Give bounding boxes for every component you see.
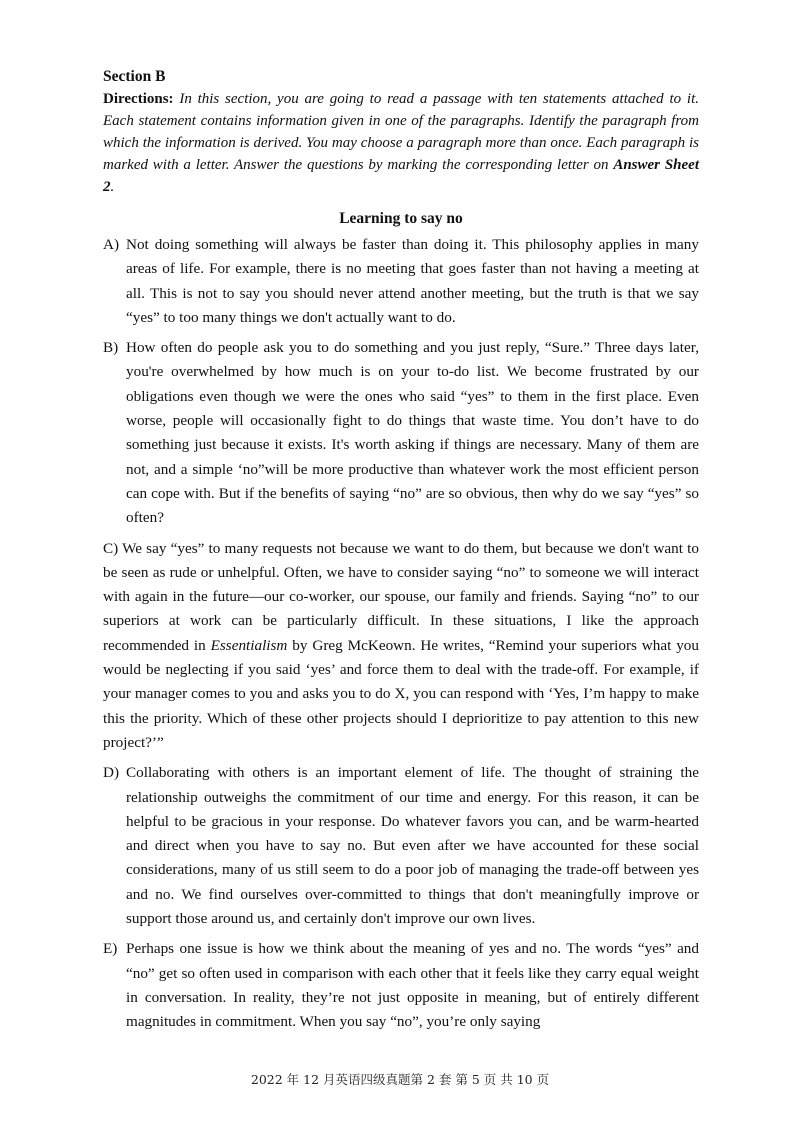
paragraph-text: We say “yes” to many requests not because we want to do them, but because we don't want to be seen as rude or unhelpful. Often, we have to consider saying “no” to someone we will interact with again in the future—our co-worker, our spouse, our family and friends. Saying “no” to our superiors at work can be particularly difficult. In these situations, I like the approach recommended in: [103, 539, 699, 654]
book-title: Essentialism: [210, 636, 288, 654]
passage-title: Learning to say no: [339, 210, 463, 227]
exam-page: [103, 66, 699, 1041]
paragraph-d: [103, 761, 699, 931]
paragraph-label: D): [103, 764, 120, 782]
paragraph-text: How often do people ask you to do something and you just reply, “Sure.” Three days later, you're overwhelmed by how much is on your to-do list. We become frustrated by our obligations even though we were the ones who said “yes” to them in the first place. Even worse, people will occasionally fight to do things that waste time. You don’t have to do something just because it exists. It's worth asking if things are necessary. Many of them are not, and a simple ‘no”will be more productive than whatever work the most efficient person can cope with. But if the benefits of saying “no” are so obvious, then why do we say “yes” so often?: [126, 339, 699, 527]
answer-sheet-ref: Answer Sheet 2: [103, 157, 699, 195]
paragraph-e: [103, 937, 699, 1034]
paragraph-b: [103, 336, 699, 530]
directions-text: In this section, you are going to read a passage with ten statements attached to it. Each statement contains information given in one of the paragraphs. Identify the paragraph from which the information is derived. You may choose a paragraph more than once. Each paragraph is marked with a letter. Answer the questions by marking the corresponding letter on: [103, 91, 699, 173]
directions-label: Directions:: [103, 91, 174, 107]
paragraph-label: B): [103, 339, 119, 357]
paragraph-c: [103, 537, 699, 756]
paragraph-text: Collaborating with others is an important element of life. The thought of straining the relationship outweighs the commitment of our time and energy. For this reason, it can be helpful to be gracious in your response. Do whatever favors you can, and be warm-hearted and direct when you have to say no. But even after we have accounted for these social considerations, many of us still seem to do a poor job of managing the trade-off between yes and no. We find ourselves over-committed to things that don't meaningfully improve or support those around us, and certainly don't improve our own lives.: [126, 764, 699, 928]
paragraph-text-cont: by Greg McKeown. He writes, “Remind your superiors what you would be neglecting if you said ‘yes’ and force them to deal with the trade-off. For example, if your manager comes to you and asks you to do X, you can respond with ‘Yes, I’m happy to make this the priority. Which of these other projects should I deprioritize to pay attention to this new project?’”: [103, 636, 699, 751]
paragraph-a: [103, 233, 699, 330]
paragraph-label: E): [103, 940, 118, 958]
paragraph-label: C): [103, 539, 119, 557]
section-title: Section B: [103, 68, 166, 85]
paragraph-text: Perhaps one issue is how we think about the meaning of yes and no. The words “yes” and “no” get so often used in comparison with each other that it feels like they carry equal weight in conversation. In reality, they’re not just opposite in meaning, but of entirely different magnitudes in commitment. When you say “no”, you’re only saying: [126, 940, 699, 1031]
paragraph-text: Not doing something will always be faster than doing it. This philosophy applies in many areas of life. For example, there is no meeting that goes faster than not having a meeting at all. This is not to say you should never attend another meeting, but the truth is that we say “yes” to too many things we don't actually want to do.: [126, 236, 699, 326]
directions: [103, 88, 699, 198]
paragraph-label: A): [103, 236, 120, 253]
page-footer: 2022 年 12 月英语四级真题第 2 套 第 5 页 共 10 页: [250, 1072, 550, 1087]
directions-end: .: [110, 179, 115, 195]
